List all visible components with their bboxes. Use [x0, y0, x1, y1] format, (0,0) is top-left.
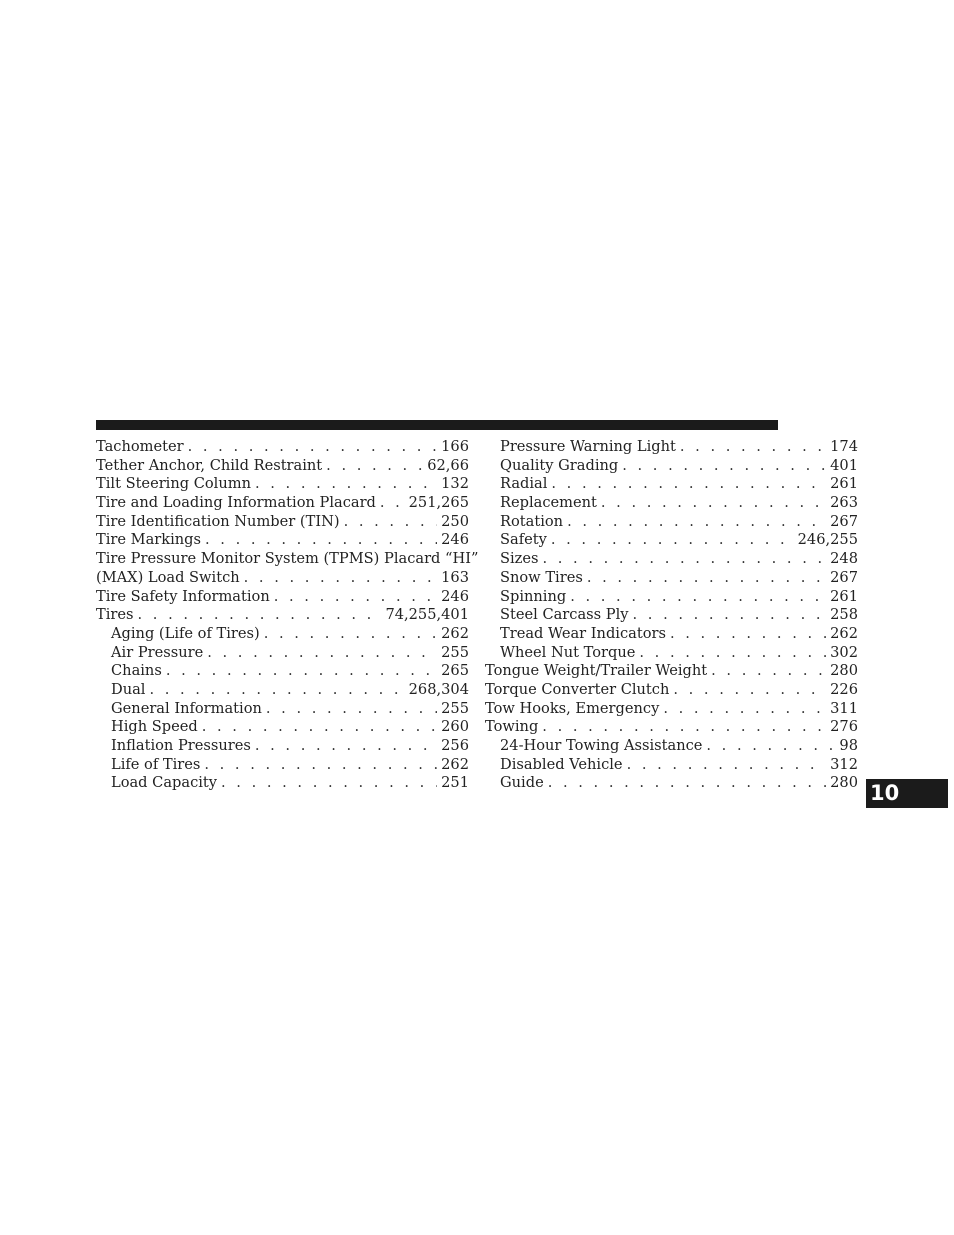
index-term: Spinning — [500, 587, 567, 605]
dot-leader — [255, 475, 437, 494]
index-term: Torque Converter Clutch — [485, 680, 670, 698]
index-column-left — [96, 438, 479, 793]
dot-leader — [639, 644, 826, 663]
page-reference: 163 — [441, 568, 469, 586]
index-term: Tire and Loading Information Placard — [96, 494, 376, 512]
page-reference: 246 — [441, 531, 469, 549]
index-entry — [96, 457, 469, 476]
index-entry — [485, 438, 858, 457]
dot-leader — [542, 718, 826, 737]
index-entry — [96, 569, 469, 588]
index-entry — [485, 531, 858, 550]
index-term: Tire Safety Information — [96, 587, 270, 605]
index-term: Tire Pressure Monitor System (TPMS) Placard “HI” — [96, 550, 479, 568]
page-reference: 267 — [830, 512, 858, 530]
page-reference: 62,66 — [427, 456, 469, 474]
page-reference: 401 — [830, 456, 858, 474]
index-term: Replacement — [500, 494, 597, 512]
dot-leader — [244, 569, 437, 588]
index-entry — [485, 606, 858, 625]
dot-leader — [587, 569, 826, 588]
dot-leader — [255, 737, 437, 756]
dot-leader — [711, 662, 826, 681]
index-entry — [485, 662, 858, 681]
index-term: Sizes — [500, 550, 539, 568]
page-reference: 260 — [441, 718, 469, 736]
index-term: (MAX) Load Switch — [96, 568, 240, 586]
index-term: Tires — [96, 606, 134, 624]
index-term: Dual — [111, 680, 146, 698]
page-reference: 246 — [441, 587, 469, 605]
index-term: Snow Tires — [500, 568, 583, 586]
dot-leader — [266, 700, 437, 719]
index-entry — [96, 662, 469, 681]
index-term: Guide — [500, 774, 544, 792]
page-reference: 262 — [441, 624, 469, 642]
page-reference: 258 — [830, 606, 858, 624]
page-reference: 251,265 — [408, 494, 469, 512]
index-term: Tachometer — [96, 438, 184, 455]
index-term: Tongue Weight/Trailer Weight — [485, 662, 708, 680]
index-term: Towing — [485, 718, 539, 736]
index-term: Wheel Nut Torque — [500, 643, 636, 661]
page-reference: 262 — [830, 624, 858, 642]
dot-leader — [706, 737, 835, 756]
index-entry — [96, 531, 469, 550]
chapter-tab — [866, 779, 948, 808]
dot-leader — [166, 662, 437, 681]
index-entry — [96, 606, 469, 625]
page-reference: 132 — [441, 475, 469, 493]
page-reference: 302 — [830, 643, 858, 661]
dot-leader — [207, 644, 437, 663]
page-reference: 246,255 — [797, 531, 858, 549]
index-entry — [485, 550, 858, 569]
index-term: Aging (Life of Tires) — [111, 624, 260, 642]
dot-leader — [264, 625, 437, 644]
index-entry — [485, 700, 858, 719]
page-reference: 276 — [830, 718, 858, 736]
dot-leader — [622, 457, 826, 476]
index-entry — [96, 494, 469, 513]
index-entry — [96, 550, 479, 569]
dot-leader — [205, 531, 437, 550]
index-entry — [485, 756, 858, 775]
index-entry — [485, 457, 858, 476]
index-term: Tow Hooks, Emergency — [485, 699, 660, 717]
dot-leader — [221, 774, 437, 793]
index-entry — [485, 774, 858, 793]
page-reference: 251 — [441, 774, 469, 792]
index-term: Rotation — [500, 512, 564, 530]
dot-leader — [542, 550, 826, 569]
index-entry — [96, 700, 469, 719]
index-term: Tire Markings — [96, 531, 202, 549]
dot-leader — [601, 494, 826, 513]
dot-leader — [633, 606, 827, 625]
dot-leader — [670, 625, 826, 644]
index-entry — [96, 513, 469, 532]
dot-leader — [344, 513, 438, 532]
dot-leader — [548, 774, 826, 793]
index-term: Life of Tires — [111, 755, 201, 773]
page-reference: 261 — [830, 587, 858, 605]
index-entry — [96, 718, 469, 737]
page-reference: 263 — [830, 494, 858, 512]
page-reference: 74,255,401 — [385, 606, 469, 624]
index-entry — [485, 718, 858, 737]
page-reference: 226 — [830, 680, 858, 698]
page-reference: 261 — [830, 475, 858, 493]
dot-leader — [673, 681, 826, 700]
index-term: Quality Grading — [500, 456, 619, 474]
index-term: Chains — [111, 662, 162, 680]
index-entry — [96, 588, 469, 607]
dot-leader — [149, 681, 404, 700]
page-reference: 280 — [830, 662, 858, 680]
section-rule — [96, 420, 778, 430]
index-term: Inflation Pressures — [111, 737, 251, 754]
index-entry — [96, 737, 469, 756]
index-term: Tether Anchor, Child Restraint — [96, 456, 323, 474]
dot-leader — [380, 494, 405, 513]
chapter-number: 10 — [870, 781, 900, 805]
dot-leader — [680, 438, 826, 457]
page-reference: 280 — [830, 774, 858, 792]
index-term: Pressure Warning Light — [500, 438, 676, 455]
index-entry — [96, 756, 469, 775]
index-term: Tire Identification Number (TIN) — [96, 512, 340, 530]
page-reference: 255 — [441, 643, 469, 661]
dot-leader — [551, 475, 826, 494]
dot-leader — [627, 756, 827, 775]
index-entry — [96, 644, 469, 663]
page-reference: 98 — [839, 737, 858, 754]
dot-leader — [567, 513, 826, 532]
index-entry — [485, 625, 858, 644]
index-entry — [96, 774, 469, 793]
dot-leader — [202, 718, 437, 737]
page-reference: 262 — [441, 755, 469, 773]
page-reference: 166 — [441, 438, 469, 455]
index-entry — [485, 494, 858, 513]
page-reference: 255 — [441, 699, 469, 717]
dot-leader — [204, 756, 437, 775]
index-column-right — [485, 438, 858, 793]
page-reference: 312 — [830, 755, 858, 773]
dot-leader — [326, 457, 423, 476]
index-term: Safety — [500, 531, 547, 549]
index-entry — [96, 475, 469, 494]
index-term: Steel Carcass Ply — [500, 606, 629, 624]
dot-leader — [551, 531, 794, 550]
page-reference: 174 — [830, 438, 858, 455]
index-term: General Information — [111, 699, 262, 717]
index-term: 24-Hour Towing Assistance — [500, 737, 703, 754]
index-term: Disabled Vehicle — [500, 755, 623, 773]
index-entry — [485, 569, 858, 588]
index-entry — [485, 513, 858, 532]
page-reference: 267 — [830, 568, 858, 586]
index-entry — [485, 737, 858, 756]
index-entry — [485, 588, 858, 607]
page-reference: 256 — [441, 737, 469, 754]
index-entry — [96, 625, 469, 644]
index-term: Air Pressure — [111, 643, 204, 661]
index-entry — [485, 644, 858, 663]
page-reference: 265 — [441, 662, 469, 680]
dot-leader — [138, 606, 382, 625]
page-reference: 268,304 — [408, 680, 469, 698]
index-term: High Speed — [111, 718, 198, 736]
index-term: Tread Wear Indicators — [500, 624, 666, 642]
dot-leader — [274, 588, 437, 607]
index-entry — [96, 681, 469, 700]
page-reference: 311 — [830, 699, 858, 717]
index-term: Radial — [500, 475, 548, 493]
index-entry — [485, 475, 858, 494]
index-term: Load Capacity — [111, 774, 218, 792]
page-reference: 248 — [830, 550, 858, 568]
index-entry — [485, 681, 858, 700]
dot-leader — [188, 438, 438, 457]
index-entry — [96, 438, 469, 457]
dot-leader — [663, 700, 826, 719]
page-reference: 250 — [441, 512, 469, 530]
index-term: Tilt Steering Column — [96, 475, 251, 493]
dot-leader — [570, 588, 826, 607]
